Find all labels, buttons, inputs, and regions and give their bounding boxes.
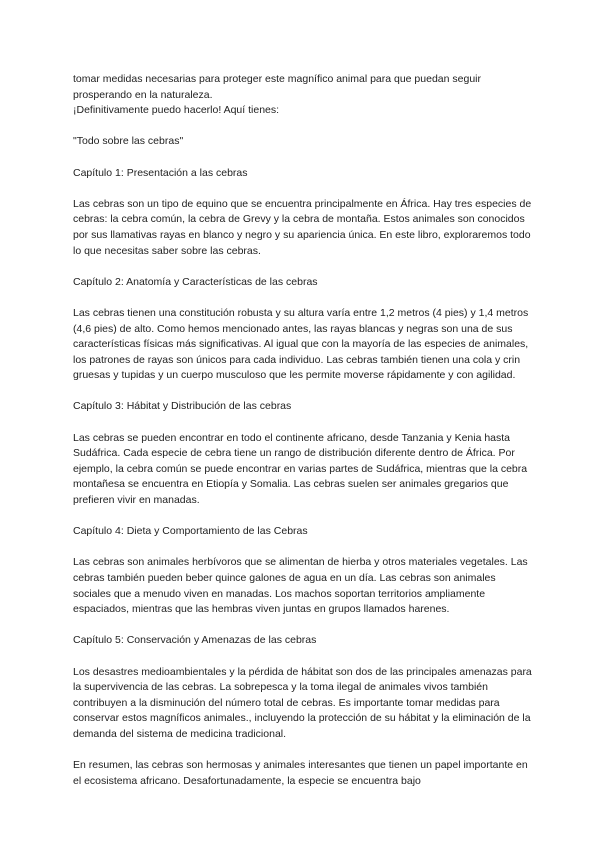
intro-reply-line: ¡Definitivamente puedo hacerlo! Aquí tienes: (73, 104, 280, 117)
document-body (73, 72, 533, 789)
chapter-1-body: Las cebras son un tipo de equino que se encuentra principalmente en África. Hay tres especies de cebras: la cebra común, la cebra de Grevy y la cebra de montaña. Estos animales son conocidos por sus llamativas rayas en blanco y negro y su apariencia única. En este libro, exploraremos todo lo que necesitas saber sobre las cebras. (73, 197, 532, 257)
chapter-1-heading: Capítulo 1: Presentación a las cebras (73, 166, 248, 179)
chapter-4-body: Las cebras son animales herbívoros que se alimentan de hierba y otros materiales vegetales. Las cebras también pueden beber quince galones de agua en un día. Las cebras son animales sociales que a menudo viven en manadas. Los machos soportan territorios ampliamente espaciados, mientras que las hembras viven juntas en grupos llamados harenes. (73, 556, 528, 616)
closing-paragraph: En resumen, las cebras son hermosas y animales interesantes que tienen un papel importante en el ecosistema africano. Desafortunadamente, la especie se encuentra bajo (73, 759, 528, 787)
chapter-3-heading: Capítulo 3: Hábitat y Distribución de las cebras (73, 400, 292, 413)
chapter-2-heading: Capítulo 2: Anatomía y Características de las cebras (73, 275, 318, 288)
chapter-5-heading: Capítulo 5: Conservación y Amenazas de las cebras (73, 634, 317, 647)
chapter-2-body: Las cebras tienen una constitución robusta y su altura varía entre 1,2 metros (4 pies) y 1,4 metros (4,6 pies) de alto. Como hemos mencionado antes, las rayas blancas y negras son una de sus características físicas más significativas. Al igual que con la mayoría de las especies de animales, los patrones de rayas son únicos para cada individuo. Las cebras también tienen una cola y crin gruesas y tupidas y un cuerpo musculoso que les permite moverse rápidamente y con agilidad. (73, 306, 529, 382)
document-title: "Todo sobre las cebras" (73, 135, 184, 148)
chapter-4-heading: Capítulo 4: Dieta y Comportamiento de las Cebras (73, 525, 308, 538)
intro-paragraph: tomar medidas necesarias para proteger este magnífico animal para que puedan seguir prosperando en la naturaleza. (73, 73, 481, 101)
chapter-5-body: Los desastres medioambientales y la pérdida de hábitat son dos de las principales amenazas para la supervivencia de las cebras. La sobrepesca y la toma ilegal de animales vivos también contribuyen a la disminución del número total de cebras. Es importante tomar medidas para conservar estos magníficos animales., incluyendo la protección de su hábitat y la eliminación de la demanda del sistema de medicina tradicional. (73, 665, 532, 740)
chapter-3-body: Las cebras se pueden encontrar en todo el continente africano, desde Tanzania y Kenia hasta Sudáfrica. Cada especie de cebra tiene un rango de distribución diferente dentro de África. Por ejemplo, la cebra común se puede encontrar en varias partes de Sudáfrica, mientras que la cebra montañesa se encuentra en Etiopía y Somalia. Las cebras suelen ser animales gregarios que prefieren vivir en manadas. (73, 431, 528, 507)
